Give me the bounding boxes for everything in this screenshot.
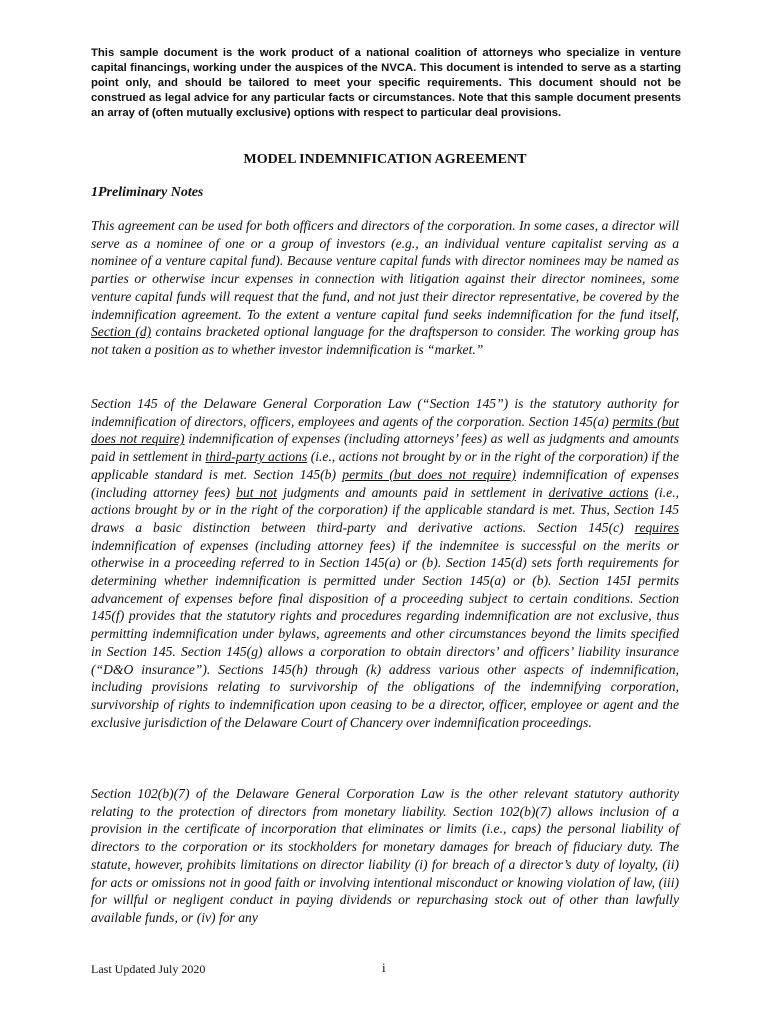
footer-last-updated: Last Updated July 2020 [91, 962, 206, 976]
paragraph-text: indemnification of expenses (including attorney fees) if the indemnitee is successful on the merits or otherwise in a proceeding referred to in Section 145(a) or (b). Section 145(d) sets forth requirements for determining whether indemnification is permitted under Section 145(a) or (b). Section 145I permits advancement of expenses before final disposition of a proceeding subject to certain conditions. Section 145(f) provides that the statutory rights and procedures regarding indemnification are not exclusive, thus permitting indemnification under bylaws, agreements and other circumstances beyond the limits specified in Section 145. Section 145(g) allows a corporation to obtain directors’ and officers’ liability insurance (“D&O insurance”). Sections 145(h) through (k) address various other aspects of indemnification, including provisions relating to survivorship of the obligations of the indemnifying corporation, survivorship of rights to indemnification upon ceasing to be a director, officer, employee or agent and the exclusive jurisdiction of the Delaware Court of Chancery over indemnification proceedings. [91, 537, 679, 730]
underlined-phrase: requires [634, 519, 679, 535]
section-heading: 1Preliminary Notes [91, 185, 204, 200]
paragraph-text: contains bracketed optional language for the draftsperson to consider. The working group has not taken a position as to whether investor indemnification is “market.” [91, 324, 679, 357]
paragraph-section-145 [91, 395, 679, 731]
underlined-phrase: third-party actions [205, 449, 308, 465]
underlined-phrase: derivative actions [548, 484, 649, 500]
document-title: MODEL INDEMNIFICATION AGREEMENT [243, 152, 527, 167]
footer-page-number: i [382, 960, 386, 975]
disclaimer-notice: This sample document is the work product of a national coalition of attorneys who specialize in venture capital financings, working under the auspices of the NVCA. This document is intended to serve as a starting point only, and should be tailored to meet your specific requirements. This document should not be construed as legal advice for any particular facts or circumstances. Note that this sample document presents an array of (often mutually exclusive) options with respect to particular deal provisions. [91, 47, 681, 119]
underlined-phrase: permits (but does not require) [91, 413, 680, 447]
paragraph-section-102: Section 102(b)(7) of the Delaware General Corporation Law is the other relevant statutory authority relating to the protection of directors from monetary liability. Section 102(b)(7) allows inclusion of a provision in the certificate of incorporation that eliminates or limits (i.e., caps) the personal liability of directors to the corporation or its stockholders for monetary damages for breach of fiduciary duty. The statute, however, prohibits limitations on director liability (i) for breach of a director’s duty of loyalty, (ii) for acts or omissions not in good faith or involving intentional misconduct or knowing violation of law, (iii) for willful or negligent conduct in paying dividends or repurchasing stock out of other than lawfully available funds, or (iv) for any [91, 786, 679, 925]
paragraph-text: judgments and amounts paid in settlement in [277, 484, 549, 500]
paragraph-investor-indemnification [91, 217, 679, 359]
underlined-phrase: permits (but does not require) [342, 466, 516, 482]
paragraph-text: indemnification of expenses (including attorneys’ fees) as well as judgments and amounts paid in settlement in [91, 431, 680, 465]
section-reference-link: Section (d) [91, 324, 152, 340]
paragraph-text: (i.e., actions brought by or in the right of the corporation) if the applicable standard is met. Thus, Section 145 draws a basic distinction between third-party and derivative actions. Section 145(c) [91, 484, 680, 535]
underlined-phrase: but not [236, 484, 278, 500]
paragraph-text: indemnification of expenses (including attorney fees) [91, 466, 679, 500]
paragraph-text: Section 145 of the Delaware General Corporation Law (“Section 145”) is the statutory authority for indemnification of directors, officers, employees and agents of the corporation. Section 145(a) [91, 396, 679, 429]
paragraph-text: This agreement can be used for both officers and directors of the corporation. In some cases, a director will serve as a nominee of one or a group of investors (e.g., an individual venture capitalist serving as a nominee of a venture capital fund). Because venture capital funds with director nominees may be named as parties or otherwise incur expenses in connection with litigation against their director nominees, some venture capital funds will request that the fund, and not just their director representative, be covered by the indemnification agreement. To the extent a venture capital fund seeks indemnification for the fund itself, [91, 218, 679, 322]
paragraph-text: (i.e., actions not brought by or in the right of the corporation) if the applicable standard is met. Section 145(b) [91, 449, 679, 482]
